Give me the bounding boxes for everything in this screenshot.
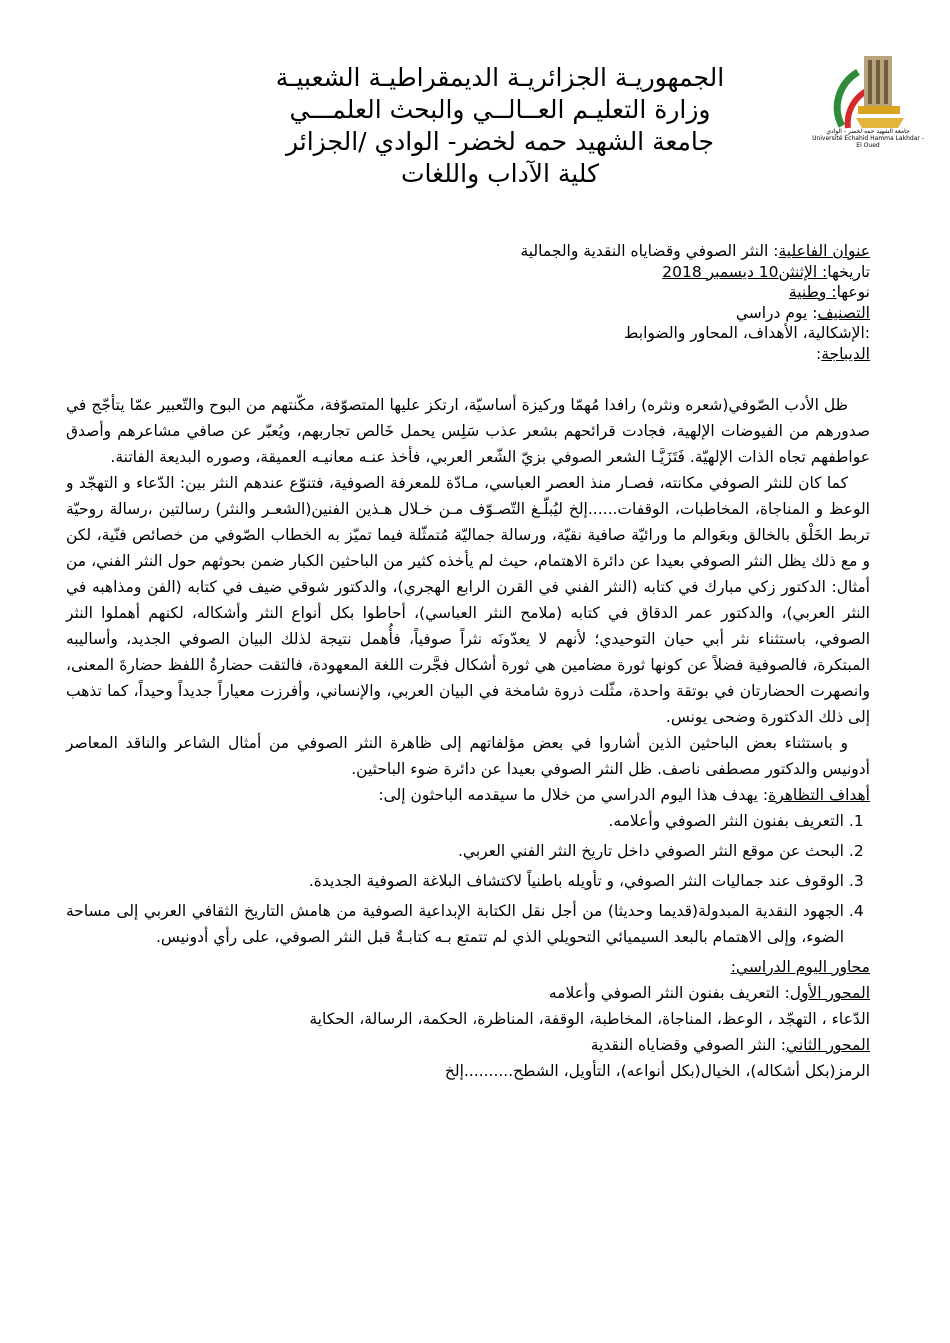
event-title-value: : النثر الصوفي وقضاياه النقدية والجمالية (520, 242, 779, 260)
axis-2-heading (66, 1032, 870, 1058)
problem-statement: :الإشكالية، الأهداف، المحاور والضوابط (624, 324, 870, 342)
axis-2-items: الرمز(بكل أشكاله)، الخيال(بكل أنواعه)، التأويل، الشطح..........إلخ (444, 1062, 870, 1080)
event-info (50, 241, 870, 364)
axes-heading: محاور اليوم الدراسي: (730, 958, 870, 976)
event-type-row (50, 282, 870, 303)
logo-caption: جامعة الشهيد حمه لخضر - الوادي Université Echahid Hamma Lakhdar - El Oued (812, 128, 924, 149)
axis-1-label: المحور الأول (789, 984, 870, 1002)
intro-heading: الديباجة (821, 344, 870, 363)
event-type-label: نوعها (836, 283, 870, 301)
goals-label: أهداف التظاهرة (768, 786, 870, 804)
paragraph-1: ظل الأدب الصّوفي(شعره ونثره) رافدا مُهمّا وركيزة أساسيّة، ارتكز عليها المتصوّفة، مكّنتهم من البوح والتّعبير عمّا يتأجّج في صدورهم من الفيوضات الإلهية، فجادت قرائحهم بشعر عذب سَلِس يحمل خَالص تجاربهم، ويُعبّر عن صافي مشاعرهم وأصدق عواطفهم تجاه الذات الإلهيّة. فَتَزَيَّـا الشعر الصوفي بزيّ الشّعر العربي، فأخذ عنـه معانيـه العميقة، وصوره البديعة الفاتنة. (66, 396, 870, 466)
event-class-row (50, 303, 870, 324)
country-name: الجمهوريـة الجزائريـة الديمقراطيـة الشعبيـة (275, 63, 725, 92)
event-date-label: تاريخها (827, 262, 870, 281)
axis-1-items: الدّعاء ، التهجّد ، الوعظ، المناجاة، المخاطبة، الوقفة، المناظرة، الحكمة، الرسالة، الحكاية (309, 1010, 870, 1028)
axis-2-title: : النثر الصوفي وقضاياه النقدية (590, 1036, 786, 1054)
university-logo-icon (828, 48, 908, 132)
axis-1-title: : التعريف بفنون النثر الصوفي وأعلامه (548, 984, 790, 1002)
event-title-row (50, 241, 870, 262)
goal-item: 3. الوقوف عند جماليات النثر الصوفي، و تأويله باطنياً لاكتشاف البلاغة الصوفية الجديدة. (66, 868, 844, 894)
event-title-label: عنوان الفاعلية (778, 242, 870, 260)
axis-1-heading (66, 980, 870, 1006)
intro-heading-colon: : (815, 344, 822, 363)
goals-heading (66, 782, 870, 808)
goal-item: 2. البحث عن موقع النثر الصوفي داخل تاريخ النثر الفني العربي. (66, 838, 844, 864)
goals-intro: : يهدف هذا اليوم الدراسي من خلال ما سيقدمه الباحثون إلى: (378, 786, 769, 804)
event-date-row (50, 262, 870, 283)
event-date-value: : الإثنثن10 ديسمبر 2018 (662, 262, 828, 281)
ministry-name: وزارة التعليـم العــالــي والبحث العلمـــي (289, 95, 711, 124)
goal-item: 1. التعريف بفنون النثر الصوفي وأعلامه. (66, 808, 844, 834)
event-type-value: : وطنية (788, 283, 837, 301)
university-name: جامعة الشهيد حمه لخضر- الوادي /الجزائر (285, 127, 714, 156)
document-body (66, 392, 870, 1084)
faculty-name: كلية الآداب واللغات (401, 159, 599, 188)
goals-list (66, 808, 870, 950)
event-class-label: التصنيف (817, 303, 870, 322)
event-class-value: : يوم دراسي (735, 303, 818, 322)
paragraph-2: كما كان للنثر الصوفي مكانته، فصـار منذ العصر العباسي، مـادّة للمعرفة الصوفية، فتنوّع عندهم النثر بين: الدّعاء و التهجّد و الوعظ و المناجاة، المخاطبات، الوقفات......إلخ ليُبلّـغ التّصـوّف مـن خـلال هـذين الفنين(الشعـر والنثر) رسالتين ،رسالة روحيّة تربط الخَلْق بالخالق وبعَوالم ما ورائيّة صافية نقيّة، ورسالة جماليّة مُتمثّلة فيما تميّز به الخطاب الصّوفي من خصائص فنّية، لكن و مع ذلك يظل النثر الصوفي بعيدا عن دائرة الاهتمام، حيث لم يأخذه كثير من الباحثين الكبار ضمن بحوثهم حول النثر الفني، من أمثال: الدكتور زكي مبارك في كتابه (النثر الفني في القرن الرابع الهجري)، والدكتور شوقي ضيف في كتابه (الفن ومذاهبه في النثر العربي)، والدكتور عمر الدقاق في كتابه (ملامح النثر العباسي)، أحاطوا بكل أنواع النثر وأشكاله، لكنهم أهملوا النثر الصوفي، باستثناء نثر أبي حيان التوحيدي؛ لأنهم لا يعدّونَه نثراً صوفياً، فأُهمل نتيجة لذلك البيان الصوفي الجديد، وأساليبه المبتكرة، فالصوفية فضلاً عن كونها ثورة مضامين هي ثورة أشكال فجَّرت اللغة المعهودة، فالتقت حضارةُ اللفظ حضارةَ المعنى، وانصهرت الحضارتان في بوتقة واحدة، مثّلت ذروة شامخة في البيان العربي، والإنساني، وأفرزت معياراً جديداً وحيداً، كما تذهب إلى ذلك الدكتورة وضحى يونس. (66, 474, 870, 726)
intro-heading-row (50, 344, 870, 365)
paragraph-3: و باستثناء بعض الباحثين الذين أشاروا في بعض مؤلفاتهم إلى ظاهرة النثر الصوفي من أمثال الشاعر والناقد المعاصر أدونيس والدكتور مصطفى ناصف. ظل النثر الصوفي بعيدا عن دائرة ضوء الباحثين. (66, 734, 870, 778)
axis-2-label: المحور الثاني (785, 1036, 870, 1054)
letterhead (220, 62, 780, 190)
goal-item: 4. الجهود النقدية المبدولة(قديما وحديثا) من أجل نقل الكتابة الإبداعية الصوفية من هامش التاريخ الثقافي العربي إلى مساحة الضوء، وإلى الاهتمام بالبعد السيميائي التحويلي الذي لم تتمتع بـه كتابـةٌ قبل النثر الصوفي، على رأي أدونيس. (66, 898, 844, 950)
